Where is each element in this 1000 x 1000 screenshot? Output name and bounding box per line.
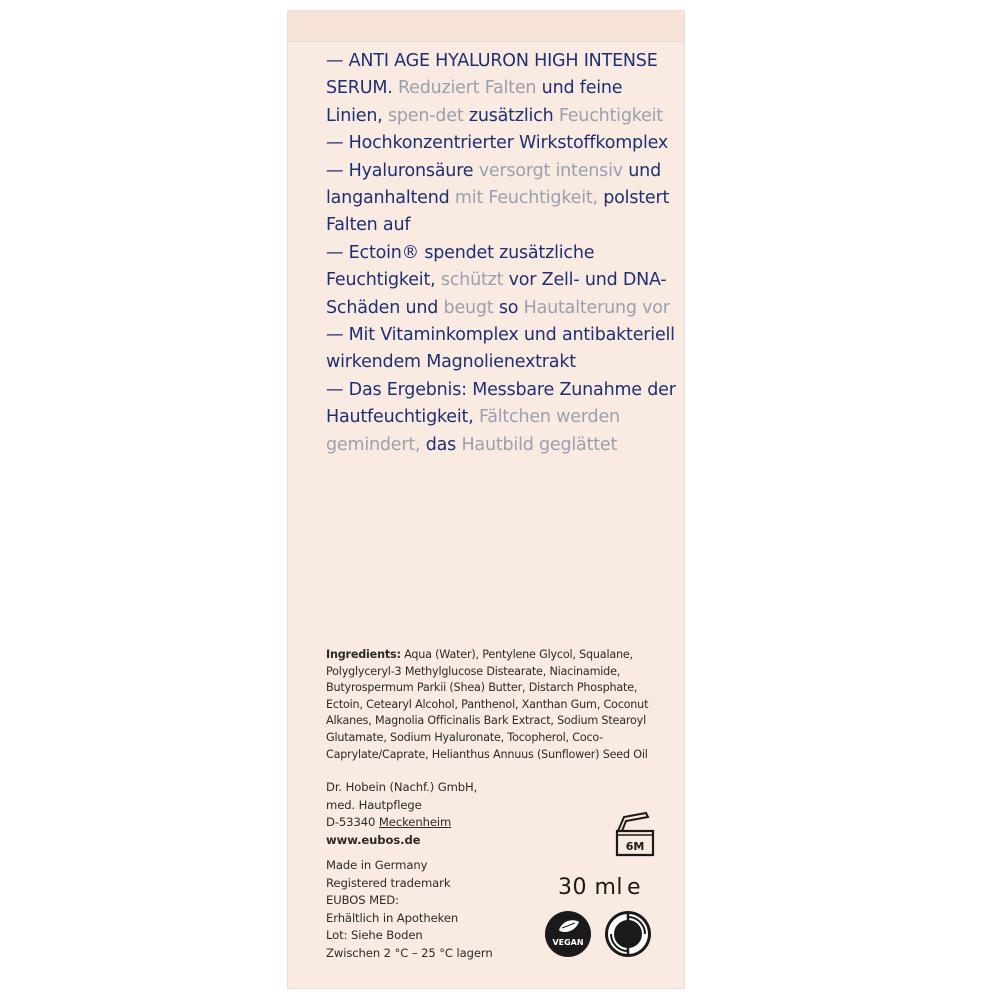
claim-hyaluronsaeure: — Hyaluronsäure versorgt intensiv und langanhaltend mit Feuchtigkeit, polstert Falten auf bbox=[326, 160, 670, 236]
company-name: Dr. Hobein (Nachf.) GmbH, bbox=[326, 780, 478, 794]
claim-ergebnis: — Das Ergebnis: Messbare Zunahme der Hautfeuchtigkeit, Fältchen werden gemindert, das Hautbild geglättet bbox=[326, 379, 676, 455]
ingredients-label: Ingredients: bbox=[326, 648, 401, 661]
product-claims bbox=[326, 48, 678, 459]
manufacturer-address bbox=[326, 779, 576, 849]
brand-name: EUBOS MED: bbox=[326, 893, 399, 908]
product-info bbox=[326, 857, 546, 963]
claim-wirkstoffkomplex: — Hochkonzentrierter Wirkstoffkomplex bbox=[326, 133, 669, 154]
product-box-back-panel bbox=[287, 10, 685, 989]
availability-note: Erhältlich in Apotheken bbox=[326, 910, 459, 925]
vegan-label: VEGAN bbox=[552, 938, 584, 947]
ingredients-list bbox=[326, 647, 671, 763]
ingredients-text: Aqua (Water), Pentylene Glycol, Squalane, Polyglyceryl-3 Methylglucose Distearate, Niacinamide, Butyrospermum Parkii (Shea) Butter, Distarch Phosphate, Ectoin, Cetearyl Alcohol, Panthenol, Xanthan Gum, Coconut Alkanes, Magnolia Officinalis Bark Extract, Sodium Stearoyl Glutamate, Sodium Hyaluronate, Tocopherol, Coco-Caprylate/Caprate, Helianthus Annuus (Sunflower) Seed Oil bbox=[326, 648, 649, 761]
green-dot-recycling-icon bbox=[603, 909, 653, 959]
trademark-note: Registered trademark bbox=[326, 875, 451, 890]
box-top-flap bbox=[288, 11, 684, 42]
made-in: Made in Germany bbox=[326, 858, 428, 872]
claim-vitaminkomplex: — Mit Vitaminkomplex und antibakteriell wirkendem Magnolienextrakt bbox=[326, 325, 675, 373]
open-jar-icon bbox=[612, 811, 660, 861]
claim-anti-age: — ANTI AGE HYALURON HIGH INTENSE SERUM. Reduziert Falten und feine Linien, spen-det zusätzlich Feuchtigkeit bbox=[326, 51, 663, 126]
vegan-leaf-icon bbox=[543, 909, 593, 959]
company-division: med. Hautpflege bbox=[326, 797, 422, 812]
volume-amount: 30 ml bbox=[558, 875, 624, 900]
lot-note: Lot: Siehe Boden bbox=[326, 928, 423, 943]
storage-note: Zwischen 2 °C – 25 °C lagern bbox=[326, 945, 493, 960]
pao-label: 6M bbox=[625, 840, 645, 853]
claim-ectoin: — Ectoin® spendet zusätzliche Feuchtigkeit, schützt vor Zell- und DNA-Schäden und beugt so Hautalterung vor bbox=[326, 242, 670, 318]
volume-label bbox=[558, 875, 641, 900]
company-location: D-53340 Meckenheim bbox=[326, 815, 452, 830]
website-link: www.eubos.de bbox=[326, 832, 421, 847]
estimated-sign: e bbox=[627, 875, 642, 900]
